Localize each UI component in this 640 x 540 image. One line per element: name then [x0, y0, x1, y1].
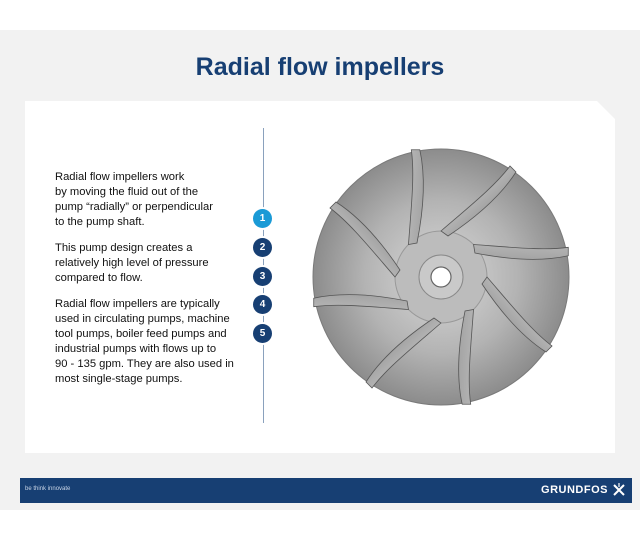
slide-title: Radial flow impellers: [195, 53, 445, 81]
brand-logo-text: GRUNDFOS: [541, 484, 608, 496]
text-column: [55, 170, 250, 398]
step-1-button[interactable]: 1: [253, 209, 272, 228]
content-panel: [25, 101, 615, 453]
paragraph-1: Radial flow impellers work by moving the fluid out of the pump “radially” or perpendicular to the pump shaft.: [55, 171, 213, 228]
step-3-button[interactable]: 3: [253, 267, 272, 286]
grundfos-x-icon: [612, 483, 626, 497]
impeller-image: [310, 146, 572, 408]
step-5-button[interactable]: 5: [253, 324, 272, 343]
panel-corner-fold: [597, 101, 615, 119]
step-2-button[interactable]: 2: [253, 238, 272, 257]
paragraph-2: This pump design creates a relatively high level of pressure compared to flow.: [55, 242, 209, 284]
footer-tagline: be think innovate: [25, 486, 71, 492]
footer-bar: [20, 478, 632, 503]
paragraph-3: Radial flow impellers are typically used in circulating pumps, machine tool pumps, boiler feed pumps and industrial pumps with flows up to 90 - 135 gpm. They are also used in most single-stage pumps.: [55, 298, 234, 385]
slide: [0, 30, 640, 510]
step-4-button[interactable]: 4: [253, 295, 272, 314]
